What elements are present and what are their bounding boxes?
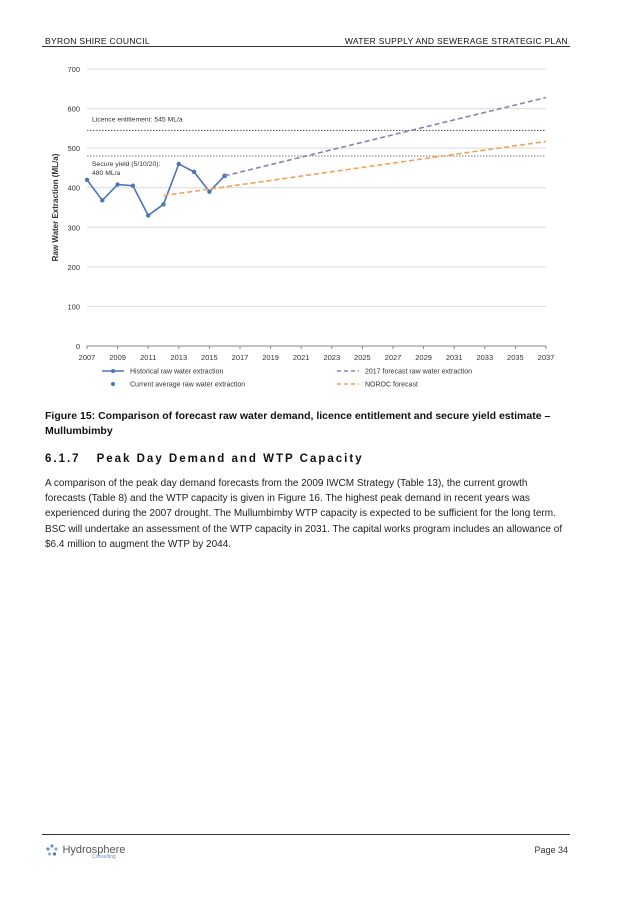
extraction-chart	[42, 58, 562, 393]
y-axis-title: Raw Water Extraction (ML/a)	[51, 153, 60, 262]
figure-caption: Figure 15: Comparison of forecast raw water demand, licence entitlement and secure yield estimate – Mullumbimby	[45, 410, 551, 437]
x-tick-label: 2013	[170, 353, 188, 362]
page-number: Page 34	[534, 845, 568, 855]
data-point-historical	[192, 170, 196, 174]
x-tick-label: 2035	[507, 353, 524, 362]
chart-reference-lines	[87, 116, 546, 177]
legend-swatch-marker	[111, 369, 115, 373]
data-point-historical	[100, 198, 104, 202]
chart-axes	[51, 65, 554, 362]
x-tick-label: 2023	[323, 353, 341, 362]
logo-subtitle: Consulting	[92, 854, 116, 860]
reference-label: Licence entitlement: 545 ML/a	[92, 116, 183, 124]
data-point-historical	[85, 178, 89, 182]
section-heading	[45, 453, 364, 465]
y-tick-label: 300	[67, 223, 80, 233]
y-tick-label: 200	[67, 262, 80, 272]
data-point-historical	[161, 202, 165, 206]
y-tick-label: 400	[67, 183, 80, 193]
header-document-title: WATER SUPPLY AND SEWERAGE STRATEGIC PLAN	[344, 36, 568, 46]
section-number: 6.1.7	[45, 453, 81, 465]
x-tick-label: 2019	[262, 353, 279, 362]
x-tick-label: 2017	[231, 353, 249, 362]
x-tick-label: 2021	[292, 353, 310, 362]
y-tick-label: 100	[67, 302, 80, 312]
x-tick-label: 2007	[78, 353, 96, 362]
chart-gridlines	[87, 69, 546, 346]
x-tick-label: 2031	[445, 353, 463, 362]
logo-name: Hydrosphere	[62, 843, 126, 856]
reference-label: Secure yield (5/10/20):	[92, 161, 161, 169]
header-organization: BYRON SHIRE COUNCIL	[45, 36, 150, 46]
data-point-historical	[115, 182, 119, 186]
reference-label-value: 480 ML/a	[92, 170, 121, 178]
section-title: Peak Day Demand and WTP Capacity	[96, 453, 364, 465]
x-tick-label: 2011	[140, 353, 157, 362]
data-point-historical	[177, 162, 181, 166]
data-point-historical	[146, 213, 150, 217]
legend-label: 2017 forecast raw water extraction	[365, 368, 472, 376]
y-tick-label: 600	[67, 104, 80, 114]
y-tick-label: 0	[75, 342, 80, 351]
y-tick-label: 700	[67, 65, 80, 74]
x-tick-label: 2009	[109, 353, 126, 362]
legend-label: Historical raw water extraction	[130, 368, 224, 376]
legend-swatch-marker	[111, 382, 115, 386]
x-tick-label: 2029	[415, 353, 432, 362]
data-point-historical	[131, 184, 135, 188]
x-tick-label: 2033	[476, 353, 494, 362]
x-tick-label: 2015	[201, 353, 218, 362]
legend-label: Current average raw water extraction	[130, 381, 246, 389]
hydrosphere-logo	[46, 841, 125, 859]
x-tick-label: 2027	[384, 353, 402, 362]
chart-legend	[102, 369, 472, 389]
body-paragraph: A comparison of the peak day demand forecasts from the 2009 IWCM Strategy (Table 13), the current growth forecasts (Table 8) and the WTP capacity is given in Figure 16. The highest peak demand in recent years was experienced during the 2007 drought. The Mullumbimby WTP capacity is expected to be sufficient for the long term. BSC will undertake an assessment of the WTP capacity in 2031. The capital works program includes an allowance of $6.4 million to augment the WTP by 2044.	[45, 478, 563, 550]
y-tick-label: 500	[67, 144, 80, 154]
hydrosphere-logo-icon	[46, 844, 58, 856]
x-tick-label: 2025	[354, 353, 371, 362]
legend-label: NOROC forecast	[365, 381, 418, 389]
header-divider	[42, 46, 570, 47]
x-tick-label: 2037	[537, 353, 555, 362]
footer-divider	[42, 834, 570, 835]
